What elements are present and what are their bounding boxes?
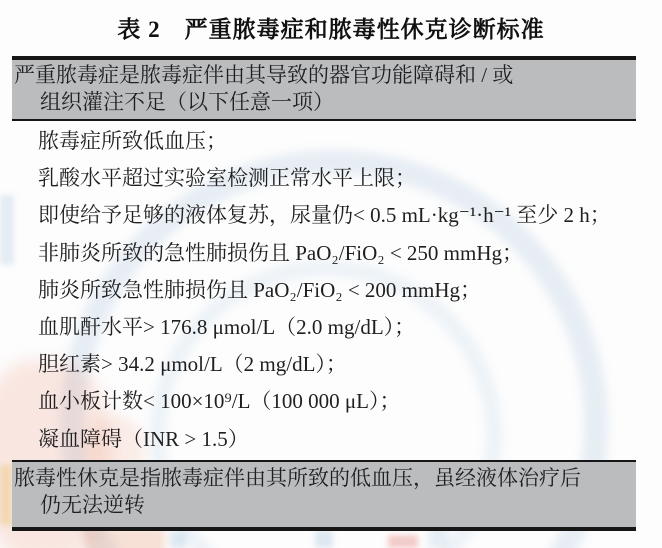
watermark-orange-blob-bottom	[85, 528, 165, 548]
criteria-item: 乳酸水平超过实验室检测正常水平上限；	[38, 166, 416, 191]
septic-shock-definition-row	[12, 462, 636, 527]
severe-sepsis-definition-line2: 组织灌注不足（以下任意一项）	[40, 90, 334, 114]
watermark-red-blob-bottom	[388, 535, 418, 548]
criteria-item: 胆红素> 34.2 μmol/L（2 mg/dL）；	[38, 352, 347, 377]
criteria-item: 脓毒症所致低血压；	[38, 129, 227, 153]
watermark-yellow-strip-left	[0, 465, 12, 525]
watermark-blue-dot-bottom-2	[315, 530, 333, 548]
septic-shock-definition-line1: 脓毒性休克是指脓毒症伴由其所致的低血压，虽经液体治疗后	[14, 465, 581, 490]
criteria-item: 非肺炎所致的急性肺损伤且 PaO₂/FiO₂ < 250 mmHg；	[38, 240, 523, 265]
diagnostic-criteria-table	[12, 56, 636, 531]
criteria-item: 血肌酐水平> 176.8 μmol/L（2.0 mg/dL）；	[38, 314, 416, 339]
table-caption: 表 2 严重脓毒症和脓毒性休克诊断标准	[117, 17, 545, 42]
septic-shock-definition-line2: 仍无法逆转	[40, 492, 145, 517]
criteria-item: 凝血障碍（INR > 1.5）	[38, 426, 249, 451]
criteria-item: 即使给予足够的液体复苏，尿量仍< 0.5 mL·kg⁻¹·h⁻¹ 至少 2 h；	[38, 203, 611, 228]
severe-sepsis-definition-row	[12, 60, 636, 121]
criteria-list	[12, 121, 636, 462]
criteria-item: 血小板计数< 100×10⁹/L（100 000 μL）；	[38, 389, 401, 414]
watermark-blue-dot-bottom-1	[170, 532, 186, 548]
criteria-item: 肺炎所致急性肺损伤且 PaO₂/FiO₂ < 200 mmHg；	[38, 277, 481, 302]
severe-sepsis-definition-line1: 严重脓毒症是脓毒症伴由其导致的器官功能障碍和 / 或	[14, 63, 514, 87]
